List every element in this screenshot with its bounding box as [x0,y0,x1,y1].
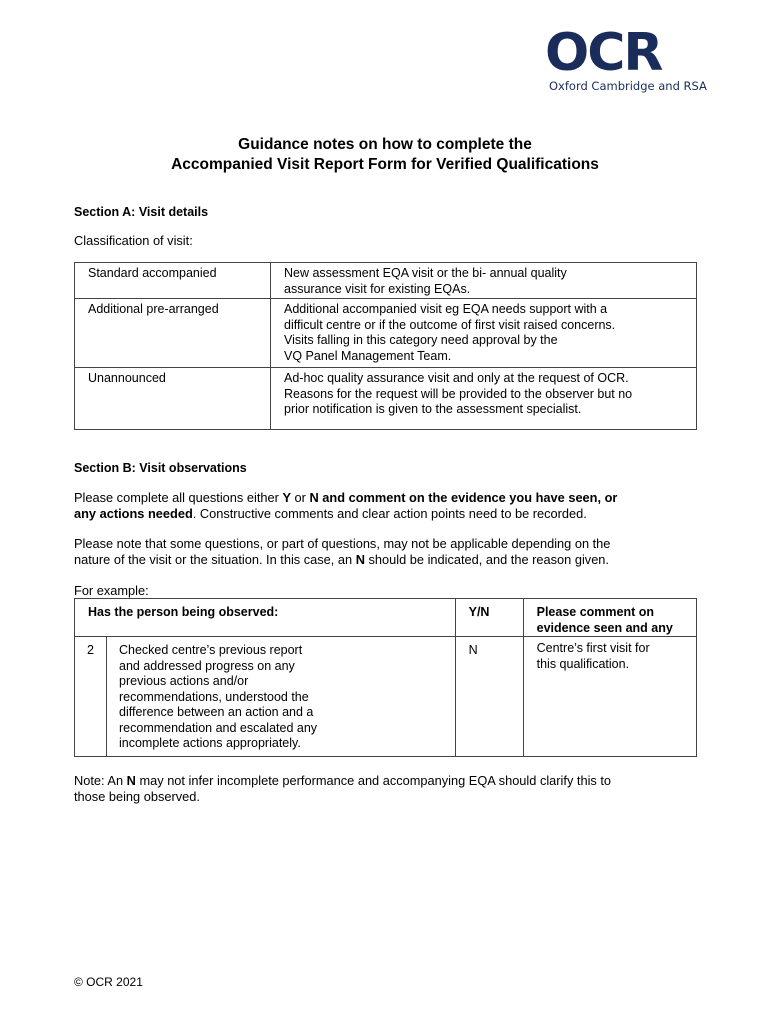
visit-classification-table [74,262,697,430]
row-yn: N [455,637,523,757]
visit-type-cell: Unannounced [75,368,271,430]
comment-line: Centre’s first visit for [536,641,650,655]
y-emphasis: Y [282,490,291,505]
document-title-line2: Accompanied Visit Report Form for Verified Qualifications [171,156,599,173]
visit-type-cell: Additional pre-arranged [75,299,271,368]
header-question: Has the person being observed: [75,599,456,637]
description-line: assurance visit for existing EQAs. [284,281,471,296]
question-line: Checked centre’s previous report [119,643,303,657]
text-span: or [290,490,310,505]
table-row [75,368,697,430]
bold-text: any actions needed [74,506,193,521]
note-line-1: Please note that some questions, or part of questions, may not be applicable depending on the [74,536,611,551]
example-observation-table [74,598,697,757]
text-span: nature of the visit or the situation. In this case, an [74,552,356,567]
header-yn: Y/N [455,599,523,637]
table-header-row [75,599,697,637]
n-emphasis: N [126,773,136,788]
visit-type-cell: Standard accompanied [75,263,271,299]
closing-note-line-2: those being observed. [74,789,200,804]
ocr-logo-wordmark [545,24,697,84]
table-row [75,299,697,368]
ocr-logo-subtitle: Oxford Cambridge and RSA [549,79,707,93]
bold-text: N and comment on the evidence you have seen, or [309,490,618,505]
visit-description-cell [271,299,697,368]
text-span: Please complete all questions either [74,490,283,505]
question-line: recommendation and escalated any [119,720,318,735]
question-line: recommendations, understood the [119,689,309,704]
header-comment-line: evidence seen and any [536,620,673,635]
header-comment-line: Please comment on [536,605,655,619]
text-span: . Constructive comments and clear action points need to be recorded. [192,506,587,521]
description-line: Reasons for the request will be provided to the observer but no [284,386,633,401]
document-title-line1: Guidance notes on how to complete the [238,136,532,153]
description-line: Visits falling in this category need approval by the [284,333,558,347]
section-b-heading: Section B: Visit observations [74,461,247,475]
table-row [75,263,697,299]
description-line: VQ Panel Management Team. [284,348,452,363]
text-span: may not infer incomplete performance and accompanying EQA should clarify this to [135,773,612,788]
note-paragraph [74,536,610,568]
question-line: and addressed progress on any [119,658,295,673]
example-label: For example: [74,583,149,598]
description-line: New assessment EQA visit or the bi- annual quality [284,266,567,280]
text-span: should be indicated, and the reason given. [364,552,609,567]
closing-note [74,773,611,805]
text-span: Note: An [74,773,127,788]
description-line: prior notification is given to the assessment specialist. [284,402,582,416]
row-question [107,637,456,757]
instructions-paragraph [74,490,617,522]
question-line: previous actions and/or [119,674,249,688]
question-line: incomplete actions appropriately. [119,736,301,750]
table-row [75,637,697,757]
n-emphasis: N [355,552,365,567]
question-line: difference between an action and a [119,705,314,719]
visit-description-cell [271,368,697,430]
visit-description-cell [271,263,697,299]
closing-note-line-1 [74,773,611,789]
ocr-logo [545,24,707,94]
header-comment [523,599,696,637]
description-line: difficult centre or if the outcome of first visit raised concerns. [284,317,616,332]
svg-text:OCR: OCR [545,24,662,83]
copyright-footer: © OCR 2021 [74,975,143,989]
description-line: Ad-hoc quality assurance visit and only at the request of OCR. [284,371,629,385]
classification-label: Classification of visit: [74,233,193,248]
instructions-line-1 [74,490,617,506]
note-line-2 [74,552,610,568]
instructions-line-2 [74,506,617,522]
description-line: Additional accompanied visit eg EQA needs support with a [284,302,608,316]
comment-line: this qualification. [536,656,630,671]
row-number: 2 [75,637,107,757]
section-a-heading: Section A: Visit details [74,205,209,219]
row-comment [523,637,696,757]
